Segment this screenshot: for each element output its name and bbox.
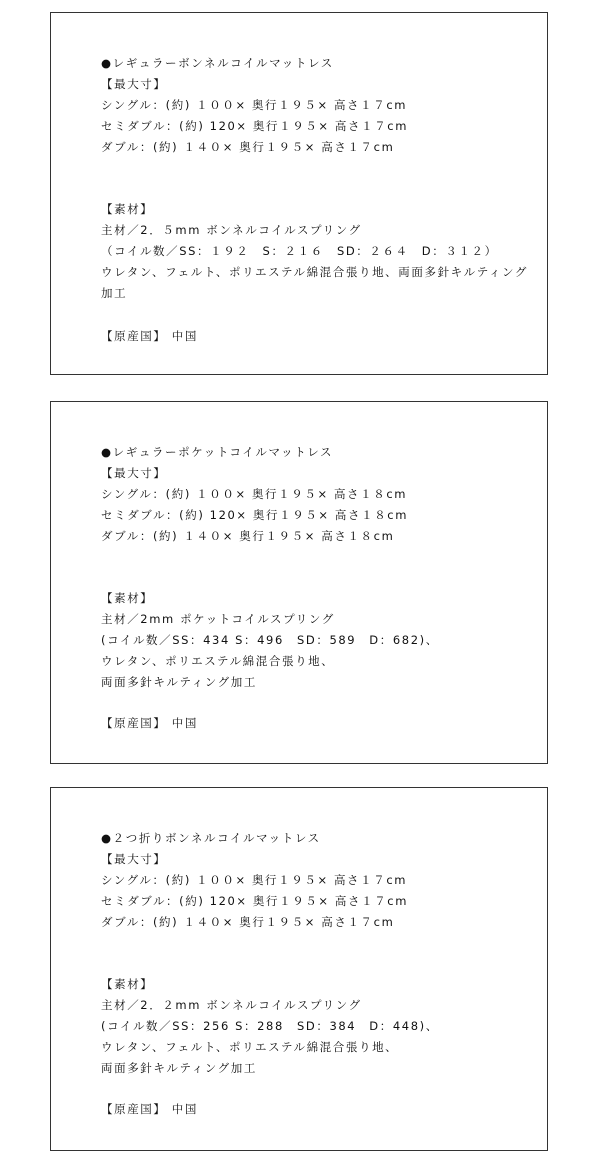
origin-country: 【原産国】 中国: [101, 1102, 198, 1116]
size-semi-double: セミダブル：(約) 120× 奥行１９５× 高さ１８cm: [101, 508, 409, 522]
material-heading: 【素材】: [101, 591, 154, 605]
spec-content: [101, 53, 537, 347]
spec-content: [101, 442, 537, 734]
size-heading: 【最大寸】: [101, 852, 167, 866]
material-quilting: 両面多針キルティング加工: [101, 675, 257, 689]
origin-country: 【原産国】 中国: [101, 329, 198, 343]
material-main: 主材／2．５mm ボンネルコイルスプリング: [101, 223, 362, 237]
material-coil-count: （コイル数／SS：１９２ S：２１６ SD：２６４ D：３１２）: [101, 244, 498, 258]
size-heading: 【最大寸】: [101, 77, 167, 91]
material-coil-count: (コイル数／SS：256 S：288 SD：384 D：448)、: [101, 1019, 439, 1033]
spec-content: [101, 828, 537, 1120]
size-single: シングル：(約) １００× 奥行１９５× 高さ１８cm: [101, 487, 408, 501]
size-single: シングル：(約) １００× 奥行１９５× 高さ１７cm: [101, 98, 408, 112]
size-semi-double: セミダブル：(約) 120× 奥行１９５× 高さ１７cm: [101, 119, 409, 133]
material-fabric: ウレタン、フェルト、ポリエステル綿混合張り地、両面多針キルティング加工: [101, 265, 529, 300]
size-single: シングル：(約) １００× 奥行１９５× 高さ１７cm: [101, 873, 408, 887]
product-name: ●２つ折りボンネルコイルマットレス: [101, 831, 321, 845]
material-heading: 【素材】: [101, 977, 154, 991]
material-quilting: 両面多針キルティング加工: [101, 1061, 257, 1075]
material-main: 主材／2．２mm ボンネルコイルスプリング: [101, 998, 362, 1012]
size-double: ダブル：(約) １４０× 奥行１９５× 高さ１７cm: [101, 915, 395, 929]
material-fabric: ウレタン、ポリエステル綿混合張り地、: [101, 654, 335, 668]
material-main: 主材／2mm ポケットコイルスプリング: [101, 612, 335, 626]
product-name: ●レギュラーボンネルコイルマットレス: [101, 56, 334, 70]
origin-country: 【原産国】 中国: [101, 716, 198, 730]
size-double: ダブル：(約) １４０× 奥行１９５× 高さ１７cm: [101, 140, 395, 154]
size-heading: 【最大寸】: [101, 466, 167, 480]
product-spec-box: [50, 12, 548, 375]
product-spec-box: [50, 401, 548, 764]
material-coil-count: (コイル数／SS：434 S：496 SD：589 D：682)、: [101, 633, 439, 647]
size-double: ダブル：(約) １４０× 奥行１９５× 高さ１８cm: [101, 529, 395, 543]
size-semi-double: セミダブル：(約) 120× 奥行１９５× 高さ１７cm: [101, 894, 409, 908]
product-name: ●レギュラーポケットコイルマットレス: [101, 445, 334, 459]
material-heading: 【素材】: [101, 202, 154, 216]
material-fabric: ウレタン、フェルト、ポリエステル綿混合張り地、: [101, 1040, 399, 1054]
product-spec-box: [50, 787, 548, 1151]
